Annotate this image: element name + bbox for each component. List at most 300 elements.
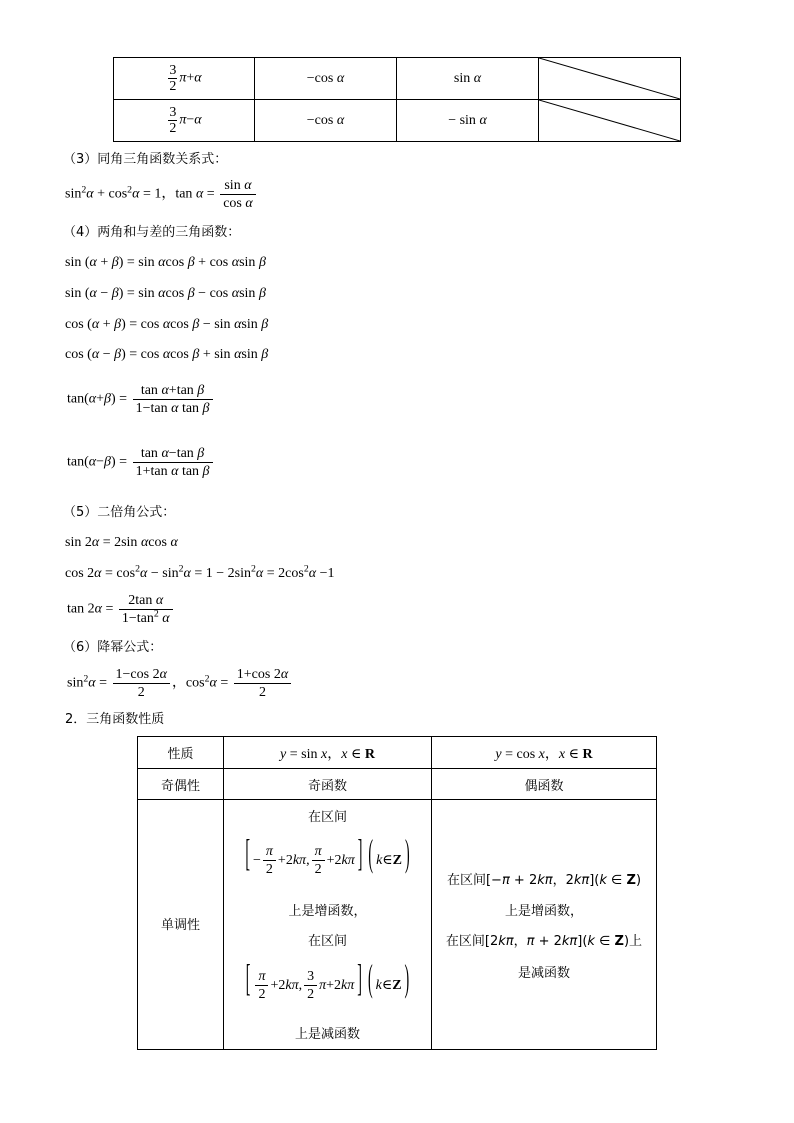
math-symbol: α xyxy=(89,286,97,301)
math-symbol: kπ xyxy=(285,978,299,993)
math-text: 2 xyxy=(258,685,266,700)
cell-formula xyxy=(224,743,431,763)
math-text: sin xyxy=(241,347,262,362)
math-text: +2 xyxy=(270,978,286,993)
math-symbol: β xyxy=(187,255,195,270)
text-line: 在区间 xyxy=(307,934,347,949)
math-exponent: 2 xyxy=(251,563,256,575)
math-text: ]( xyxy=(589,873,600,888)
math-text: +tan xyxy=(168,383,198,398)
math-text: 1+tan xyxy=(135,464,172,479)
math-text: + 2 xyxy=(509,873,538,888)
math-text: ∈ xyxy=(565,746,583,762)
fraction-denominator xyxy=(220,195,256,212)
math-symbol: α xyxy=(88,454,97,470)
math-text: sin xyxy=(67,675,84,691)
math-delimiter: ( xyxy=(368,835,374,877)
math-delimiter: [ xyxy=(245,960,251,1002)
math-symbol: α xyxy=(155,593,164,608)
math-text: = 2sin xyxy=(99,535,141,550)
math-text: ∈ xyxy=(606,873,627,888)
fraction-denominator xyxy=(133,400,213,417)
induction-formula-table xyxy=(113,57,681,142)
math-text: 在区间[2 xyxy=(445,934,499,949)
math-text: cos xyxy=(165,286,188,301)
math-text: 2tan xyxy=(128,593,156,608)
fraction-denominator xyxy=(168,79,177,94)
math-delimiter: ) xyxy=(405,835,410,877)
math-symbol: β xyxy=(114,347,122,362)
diagonal-line xyxy=(539,58,680,99)
math-symbol: α xyxy=(158,286,166,301)
cell-content xyxy=(224,800,431,1049)
math-text: = 1 − 2sin xyxy=(190,566,251,581)
math-symbol: α xyxy=(161,446,169,461)
math-symbol: π xyxy=(314,844,322,860)
math-fraction xyxy=(255,968,268,1003)
math-fraction xyxy=(119,592,173,627)
fraction-numerator xyxy=(133,445,213,463)
fraction-numerator xyxy=(168,105,177,121)
math-text: + xyxy=(96,255,112,270)
math-text: ) = cos xyxy=(121,347,163,362)
math-symbol: α xyxy=(162,317,171,332)
header-cell-cos xyxy=(432,737,657,769)
math-text: sin xyxy=(453,70,474,86)
math-symbol: α xyxy=(231,286,240,301)
math-text: − sin xyxy=(199,317,235,332)
cell-formula xyxy=(114,105,254,136)
math-set-symbol: R xyxy=(364,746,375,762)
text-line: 在区间 xyxy=(307,810,347,825)
math-text: + sin xyxy=(199,347,235,362)
formula-line xyxy=(65,533,178,553)
math-text: , xyxy=(306,853,310,868)
math-text: − sin xyxy=(448,112,480,128)
math-text: ) = xyxy=(111,454,131,470)
math-symbol: β xyxy=(261,317,269,332)
formula-line xyxy=(65,177,258,212)
math-symbol: α xyxy=(244,178,252,193)
math-symbol: β xyxy=(114,317,122,332)
math-exponent: 2 xyxy=(303,563,309,575)
math-text: − xyxy=(96,286,112,301)
math-symbol: β xyxy=(258,286,266,301)
math-symbol: α xyxy=(88,391,97,407)
math-text: ，cos xyxy=(171,675,205,691)
math-text: + xyxy=(186,70,195,86)
text-line: 上是增函数， xyxy=(504,904,583,919)
cell-formula xyxy=(397,71,538,87)
math-symbol: π xyxy=(258,969,266,985)
fraction-denominator xyxy=(312,861,325,878)
math-text: sin xyxy=(224,178,245,193)
math-text: − xyxy=(96,454,105,470)
math-text: ∈ xyxy=(381,978,393,993)
math-text: = xyxy=(95,675,111,691)
table-row xyxy=(114,100,681,142)
math-exponent: 2 xyxy=(204,673,210,685)
math-symbol: kπ xyxy=(341,853,355,868)
cell-formula xyxy=(255,113,396,129)
math-symbol: α xyxy=(158,255,166,270)
math-text: cos xyxy=(223,196,246,211)
interval-formula xyxy=(224,960,431,1008)
math-text: + cos xyxy=(194,255,232,270)
table-cell-cos xyxy=(255,58,397,100)
math-text: ∈ xyxy=(347,746,365,762)
math-symbol: π xyxy=(179,70,187,86)
math-text: ， xyxy=(544,746,559,762)
math-text: = xyxy=(101,601,117,617)
math-exponent: 2 xyxy=(178,563,184,575)
table-cell-sin xyxy=(397,58,539,100)
fraction-denominator xyxy=(255,986,268,1003)
math-text: ，2 xyxy=(552,873,574,888)
math-fraction xyxy=(168,63,177,94)
cell-formula xyxy=(255,71,396,87)
math-symbol: α xyxy=(170,535,178,550)
fraction-numerator xyxy=(255,968,268,986)
math-exponent: 2 xyxy=(81,184,87,196)
math-text: tan 2 xyxy=(67,601,95,617)
math-text: sin xyxy=(239,255,259,270)
math-text: 2 xyxy=(169,79,177,94)
fraction-denominator xyxy=(113,684,170,701)
fraction-numerator xyxy=(119,592,173,610)
math-symbol: k xyxy=(376,853,383,868)
fraction-numerator xyxy=(168,63,177,79)
math-fraction xyxy=(304,968,317,1003)
math-text: sin ( xyxy=(65,255,90,270)
fraction-numerator xyxy=(263,843,276,861)
section-heading: （5）二倍角公式： xyxy=(63,505,176,520)
math-text: ) = sin xyxy=(118,286,159,301)
math-symbol: α xyxy=(194,70,202,86)
math-symbol: β xyxy=(261,347,269,362)
math-delimiter: ( xyxy=(367,960,373,1002)
math-symbol: kπ xyxy=(537,873,553,888)
table-cell-empty xyxy=(539,58,681,100)
formula-line xyxy=(67,382,215,417)
math-text: − xyxy=(186,112,195,128)
math-symbol: α xyxy=(234,317,242,332)
math-symbol: α xyxy=(336,112,345,128)
math-exponent: 2 xyxy=(127,184,133,196)
cell-content xyxy=(138,800,223,1049)
diagonal-line xyxy=(539,100,680,141)
formula-line xyxy=(67,445,215,480)
math-text: tan xyxy=(140,446,162,461)
math-set-symbol: Z xyxy=(392,853,402,868)
math-text: −cos xyxy=(306,112,337,128)
math-symbol: kπ xyxy=(498,934,514,949)
math-symbol: α xyxy=(89,255,97,270)
math-text: = xyxy=(203,186,219,202)
math-fraction xyxy=(133,382,213,417)
fraction-numerator xyxy=(133,382,213,400)
math-symbol: α xyxy=(140,566,148,581)
math-text: − sin xyxy=(147,566,179,581)
math-text: 2 xyxy=(258,987,266,1003)
section-heading: （4）两角和与差的三角函数： xyxy=(63,225,241,240)
math-text: sin ( xyxy=(65,286,90,301)
formula-line xyxy=(65,315,268,335)
math-text: + xyxy=(96,391,105,407)
math-symbol: x xyxy=(321,746,328,762)
formula-line xyxy=(65,345,268,365)
math-text: = xyxy=(216,675,232,691)
math-text: −cos xyxy=(306,70,337,86)
section-heading: 2．三角函数性质 xyxy=(65,712,165,727)
text-line: 上是增函数， xyxy=(288,904,367,919)
math-text: ∈ xyxy=(382,853,393,868)
math-text: − xyxy=(253,853,261,868)
math-text: ]( xyxy=(577,934,588,949)
math-text: 在区间[− xyxy=(446,873,502,888)
interval-formula xyxy=(224,835,431,883)
math-symbol: α xyxy=(162,347,171,362)
math-delimiter: ) xyxy=(404,960,410,1002)
math-text: tan( xyxy=(67,391,89,407)
table-cell-cos-monotonicity xyxy=(432,800,657,1050)
table-row xyxy=(114,58,681,100)
math-text: 2 xyxy=(314,862,322,878)
math-symbol: α xyxy=(88,675,96,691)
cell-content xyxy=(432,800,656,1049)
fraction-numerator xyxy=(304,968,317,986)
text-line: 上是减函数 xyxy=(294,1027,360,1042)
math-symbol: α xyxy=(308,566,317,581)
math-symbol: α xyxy=(86,186,94,202)
math-symbol: α xyxy=(132,186,140,202)
section-heading: （6）降幂公式： xyxy=(63,640,163,655)
table-cell-cos xyxy=(255,100,397,142)
math-symbol: α xyxy=(336,70,345,86)
math-symbol: k xyxy=(587,934,595,949)
formula-line xyxy=(65,253,266,273)
math-symbol: α xyxy=(194,112,202,128)
math-set-symbol: Z xyxy=(614,934,624,949)
formula-line xyxy=(65,564,335,584)
math-set-symbol: R xyxy=(582,746,593,762)
formula-line xyxy=(67,666,293,701)
math-text: ， xyxy=(513,934,527,949)
table-cell-cos-parity: 偶函数 xyxy=(432,769,657,800)
table-cell-angle xyxy=(114,100,255,142)
math-text: 3 xyxy=(307,969,315,985)
diagonal-slash xyxy=(539,58,680,99)
math-exponent: 2 xyxy=(135,563,140,575)
math-text: sin xyxy=(239,286,259,301)
math-symbol: x xyxy=(558,746,566,762)
math-text: 3 xyxy=(169,63,177,78)
fraction-numerator xyxy=(234,666,291,684)
table-cell-empty xyxy=(539,100,681,142)
math-text: ∈ xyxy=(594,934,615,949)
math-symbol: β xyxy=(104,391,112,407)
math-text: cos 2 xyxy=(65,566,95,581)
math-symbol: α xyxy=(183,566,191,581)
formula-line xyxy=(65,284,266,304)
math-symbol: α xyxy=(161,383,169,398)
math-symbol: β xyxy=(197,446,205,461)
math-text: = sin xyxy=(286,746,321,762)
math-symbol: α xyxy=(234,347,242,362)
math-symbol: β xyxy=(104,454,112,470)
math-symbol: α xyxy=(209,675,217,691)
math-symbol: β xyxy=(192,347,200,362)
fraction-numerator xyxy=(113,666,170,684)
math-fraction xyxy=(220,177,256,212)
math-text: ) xyxy=(635,873,642,888)
row-label: 单调性 xyxy=(160,918,200,933)
math-symbol: π xyxy=(319,978,327,993)
math-text: = 2cos xyxy=(263,566,304,581)
math-text: + cos xyxy=(93,186,128,202)
math-symbol: π xyxy=(501,873,510,888)
math-exponent: 2 xyxy=(83,673,89,685)
math-text: cos xyxy=(165,255,188,270)
fraction-denominator xyxy=(234,684,291,701)
math-symbol: α xyxy=(245,196,253,211)
table-cell-sin xyxy=(397,100,539,142)
fraction-denominator xyxy=(263,861,276,878)
section-heading: （3）同角三角函数关系式： xyxy=(63,152,228,167)
diagonal-slash xyxy=(539,100,680,141)
math-symbol: α xyxy=(255,566,264,581)
math-symbol: k xyxy=(375,978,382,993)
math-text: tan xyxy=(178,401,203,416)
math-text: sin xyxy=(241,317,262,332)
math-text: = 1，tan xyxy=(139,186,196,202)
math-fraction xyxy=(312,843,325,878)
math-symbol: β xyxy=(202,464,210,479)
math-text: 1−tan xyxy=(121,611,154,626)
math-text: cos xyxy=(170,317,193,332)
math-symbol: α xyxy=(195,186,204,202)
math-text: 1+cos 2 xyxy=(236,667,281,682)
math-symbol: kπ xyxy=(292,853,307,868)
math-text: tan( xyxy=(67,454,89,470)
math-text: 2 xyxy=(137,685,145,700)
fraction-denominator xyxy=(119,610,173,627)
cell-formula xyxy=(432,743,656,763)
math-text: 2 xyxy=(265,862,273,878)
math-symbol: α xyxy=(159,667,167,682)
math-symbol: k xyxy=(599,873,607,888)
cell-formula xyxy=(397,113,538,129)
text-line xyxy=(432,871,656,891)
math-text: 2 xyxy=(307,987,315,1003)
math-symbol: kπ xyxy=(561,934,578,949)
math-symbol: π xyxy=(179,112,187,128)
math-set-symbol: Z xyxy=(626,873,636,888)
math-fraction xyxy=(168,105,177,136)
math-symbol: π xyxy=(265,844,273,860)
math-text: )上 xyxy=(623,934,643,949)
math-symbol: y xyxy=(280,746,287,762)
math-symbol: x xyxy=(341,746,348,762)
math-text: 1−tan xyxy=(135,401,172,416)
math-delimiter: [ xyxy=(245,835,250,877)
table-cell-sin-monotonicity xyxy=(224,800,432,1050)
math-fraction xyxy=(113,666,170,701)
math-delimiter: ] xyxy=(357,960,362,1002)
math-delimiter: ] xyxy=(357,835,363,877)
math-symbol: α xyxy=(91,535,100,550)
math-text: +2 xyxy=(326,978,342,993)
math-text: sin 2 xyxy=(65,535,92,550)
math-fraction xyxy=(133,445,213,480)
math-symbol: kπ xyxy=(573,873,590,888)
math-text: 1−cos 2 xyxy=(115,667,160,682)
math-symbol: α xyxy=(91,347,100,362)
math-symbol: α xyxy=(171,401,179,416)
math-symbol: α xyxy=(280,667,289,682)
header-cell-property: 性质 xyxy=(138,737,224,769)
fraction-numerator xyxy=(312,843,325,861)
formula-line xyxy=(67,592,175,627)
math-set-symbol: Z xyxy=(392,978,402,993)
math-text: cos ( xyxy=(65,317,92,332)
math-symbol: α xyxy=(162,611,170,626)
math-symbol: β xyxy=(111,286,119,301)
math-symbol: α xyxy=(140,535,149,550)
math-symbol: β xyxy=(197,383,205,398)
math-symbol: x xyxy=(538,746,545,762)
fraction-denominator xyxy=(133,463,213,480)
table-cell-sin-parity: 奇函数 xyxy=(224,769,432,800)
math-text: = cos xyxy=(101,566,136,581)
math-symbol: α xyxy=(473,70,482,86)
math-text: = cos xyxy=(501,746,539,762)
math-symbol: α xyxy=(171,464,179,479)
row-label: 奇偶性 xyxy=(138,769,224,800)
text-line xyxy=(432,932,656,952)
fraction-denominator xyxy=(168,121,177,136)
table-row-monotonicity xyxy=(138,800,657,1050)
math-symbol: β xyxy=(202,401,210,416)
math-text: +2 xyxy=(326,853,342,868)
math-symbol: β xyxy=(111,255,119,270)
math-text: − xyxy=(99,347,115,362)
math-text: 2 xyxy=(169,121,177,136)
math-text: − cos xyxy=(194,286,232,301)
table-row-parity xyxy=(138,769,657,800)
math-symbol: α xyxy=(94,566,102,581)
math-text: ， xyxy=(327,746,342,762)
text-line: 是减函数 xyxy=(517,966,570,981)
table-header-row xyxy=(138,737,657,769)
math-text: cos ( xyxy=(65,347,92,362)
math-symbol: β xyxy=(192,317,200,332)
math-symbol: y xyxy=(495,746,502,762)
math-symbol: β xyxy=(258,255,266,270)
math-text: ) = cos xyxy=(121,317,163,332)
math-symbol: α xyxy=(231,255,240,270)
table-cell-angle xyxy=(114,58,255,100)
math-symbol: α xyxy=(94,601,102,617)
math-fraction xyxy=(234,666,291,701)
row-label-cell xyxy=(138,800,224,1050)
math-text: ) = sin xyxy=(118,255,159,270)
math-symbol: kπ xyxy=(341,978,355,993)
math-text: + 2 xyxy=(534,934,562,949)
cell-formula xyxy=(114,63,254,94)
math-symbol: β xyxy=(187,286,195,301)
math-text: −1 xyxy=(316,566,335,581)
